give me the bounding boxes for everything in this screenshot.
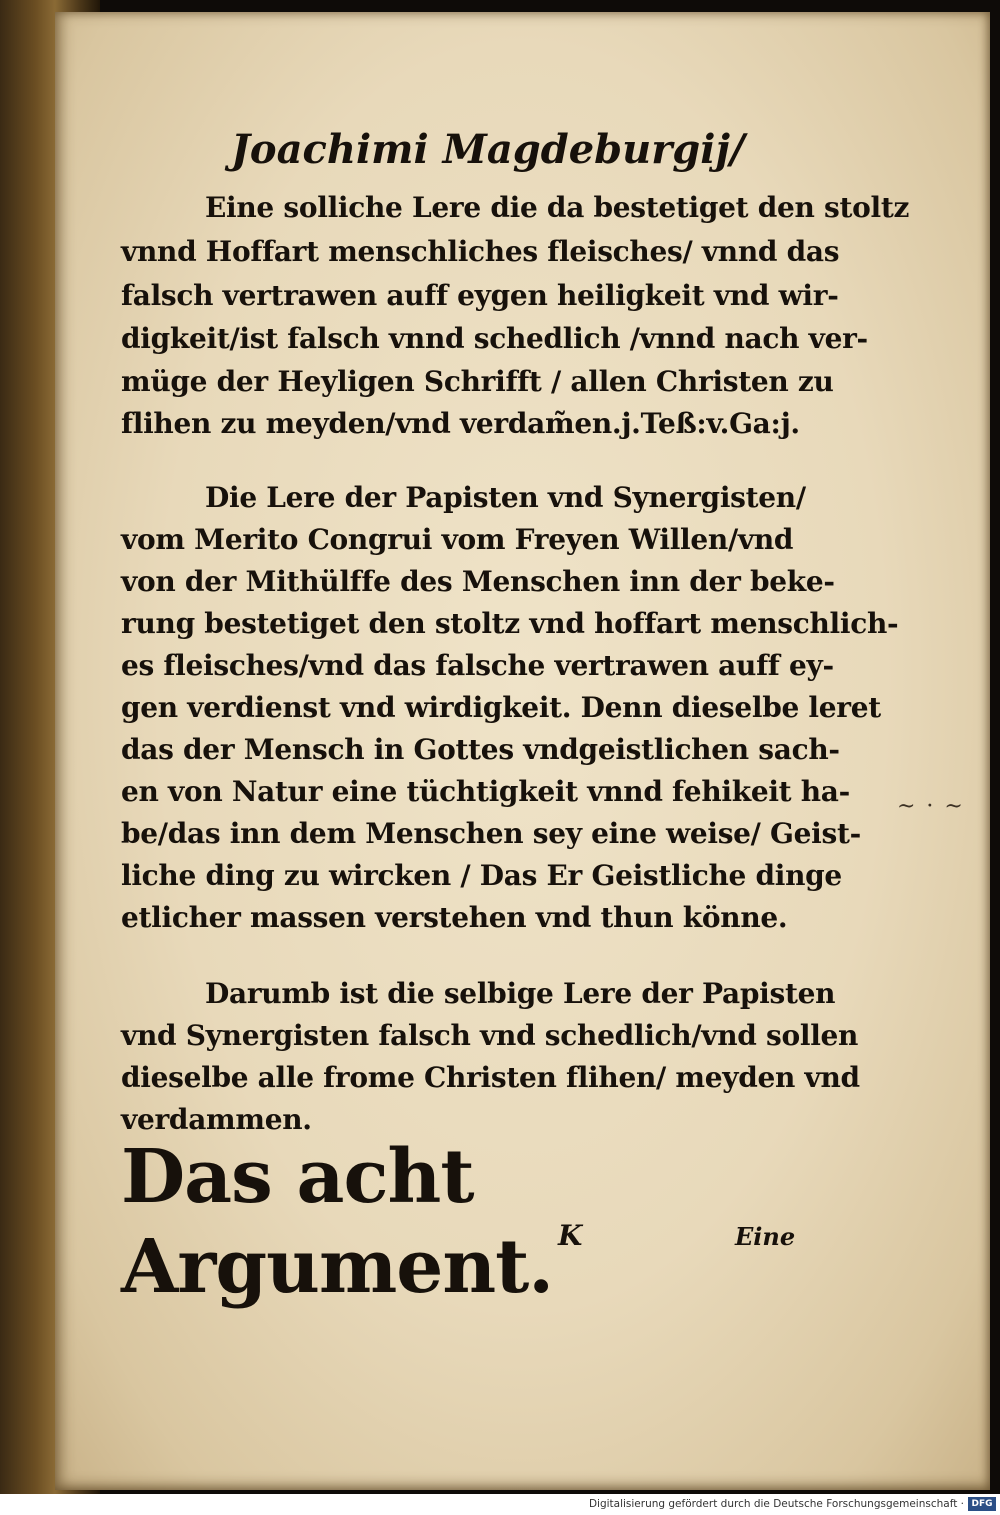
text-line: es fleisches/vnd das falsche vertrawen auff ey- <box>121 649 834 682</box>
funding-credit: Digitalisierung gefördert durch die Deutsche Forschungsgemeinschaft · <box>588 1498 964 1510</box>
footer-bar <box>0 1494 1000 1515</box>
text-line: rung bestetiget den stoltz vnd hoffart menschlich- <box>121 607 899 640</box>
text-line: vnnd Hoffart menschliches fleisches/ vnnd das <box>121 235 840 268</box>
text-line: gen verdienst vnd wirdigkeit. Denn dieselbe leret <box>121 691 881 724</box>
text-line: von der Mithülffe des Menschen inn der beke- <box>121 565 835 598</box>
text-line: digkeit/ist falsch vnnd schedlich /vnnd nach ver- <box>121 322 868 355</box>
text-line: vom Merito Congrui vom Freyen Willen/vnd <box>121 523 794 556</box>
text-line: en von Natur eine tüchtigkeit vnnd fehikeit ha- <box>121 775 850 808</box>
text-line: etlicher massen verstehen vnd thun könne. <box>121 901 788 934</box>
text-line: be/das inn dem Menschen sey eine weise/ Geist- <box>121 817 861 850</box>
text-line: Die Lere der Papisten vnd Synergisten/ <box>205 481 806 514</box>
section-heading: Das acht Argument. <box>121 1134 554 1310</box>
scanned-page <box>55 12 990 1490</box>
signature-mark: K <box>558 1219 583 1252</box>
text-line: Darumb ist die selbige Lere der Papisten <box>205 977 836 1010</box>
text-line: das der Mensch in Gottes vndgeistlichen sach- <box>121 733 840 766</box>
text-line: müge der Heyligen Schrifft / allen Christen zu <box>121 365 834 398</box>
text-line: liche ding zu wircken / Das Er Geistliche dinge <box>121 859 842 892</box>
text-line: vnd Synergisten falsch vnd schedlich/vnd sollen <box>121 1019 859 1052</box>
text-line: falsch vertrawen auff eygen heiligkeit vnd wir- <box>121 279 839 312</box>
margin-mark: ~ · ~ <box>897 794 965 819</box>
catchword: Eine <box>735 1222 796 1251</box>
text-line: dieselbe alle frome Christen flihen/ meyden vnd <box>121 1061 860 1094</box>
text-line: flihen zu meyden/vnd verdam̃en.j.Teß:v.Ga:j. <box>121 407 800 440</box>
text-line: Eine solliche Lere die da bestetiget den stoltz <box>205 191 910 224</box>
dfg-logo: DFG <box>968 1497 996 1511</box>
text-line: verdammen. <box>121 1103 312 1136</box>
running-heading: Joachimi Magdeburgij/ <box>231 126 745 173</box>
